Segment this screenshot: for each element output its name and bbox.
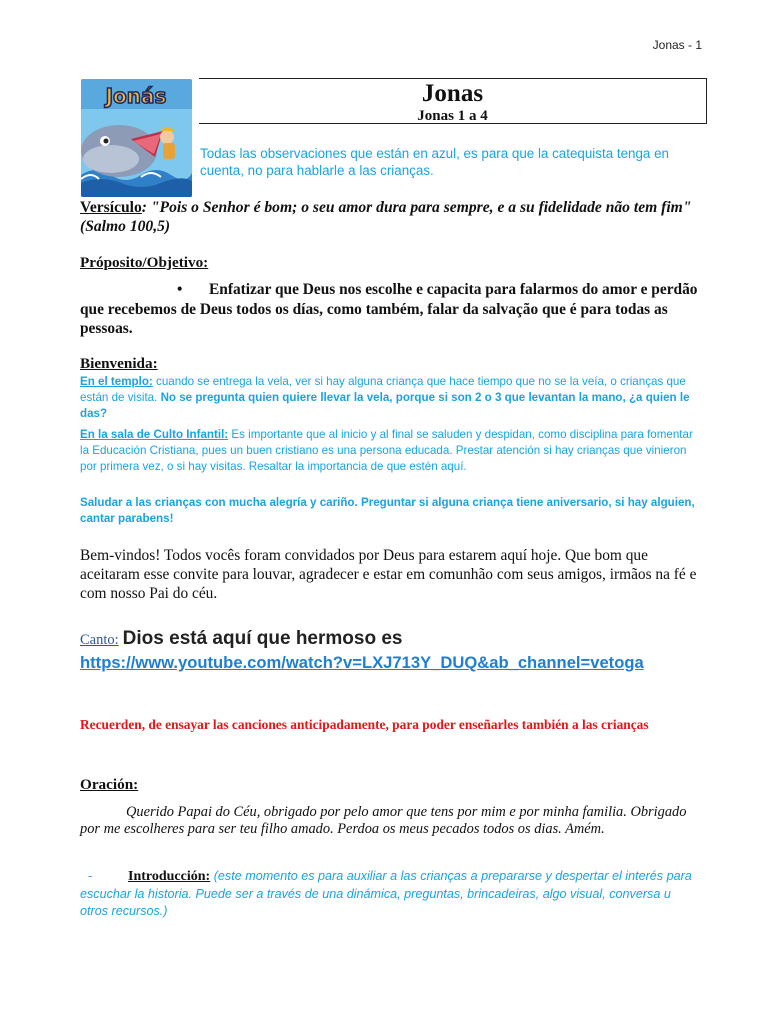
versiculo-text: : "Pois o Senhor é bom; o seu amor dura para sempre, e a su fidelidade não tem fim" (Salmo 100,5)	[80, 199, 692, 235]
song-title: Dios está aquí que hermoso es	[122, 628, 403, 649]
introduccion-paragraph	[80, 868, 700, 921]
page-header-label: Jonas - 1	[652, 38, 702, 52]
introduccion-label: Introducción:	[128, 869, 211, 884]
proposito-heading: Próposito/Objetivo:	[80, 254, 209, 271]
sala-text: Es importante que al inicio y al final se saluden y despidan, como disciplina para fomentar la Educación Cristiana, pues un buen cristiano es una persona educada. Prestar atención si hay crianças que vinieron por primera vez, o si hay visitas. Resaltar la importancia de que estén aquí.	[80, 428, 693, 473]
dash-bullet: -	[88, 869, 93, 883]
versiculo-paragraph	[80, 198, 700, 236]
title-box	[199, 78, 707, 124]
templo-text: cuando se entrega la vela, ver si hay alguna criança que hace tiempo que no se la veía, o crianças que están de visita.	[80, 375, 686, 404]
document-subtitle: Jonas 1 a 4	[417, 108, 488, 124]
templo-paragraph	[80, 374, 700, 421]
catechist-note: Todas las observaciones que están en azul, es para que la catequista tenga en cuenta, no para hablarle a las crianças.	[200, 146, 669, 178]
canto-section	[80, 628, 700, 673]
bullet-icon: •	[177, 281, 183, 298]
sala-label: En la sala de Culto Infantil:	[80, 428, 229, 441]
templo-label: En el templo:	[80, 375, 153, 388]
prayer-paragraph	[80, 804, 700, 838]
canto-label: Canto:	[80, 632, 119, 648]
sala-paragraph	[80, 427, 700, 474]
bienvenida-heading: Bienvenida:	[80, 355, 158, 372]
cover-illustration	[81, 79, 192, 197]
oracion-heading: Oración:	[80, 776, 139, 793]
versiculo-label: Versículo	[80, 199, 142, 216]
youtube-link[interactable]: https://www.youtube.com/watch?v=LXJ713Y_DUQ&ab_channel=vetoga	[80, 653, 644, 672]
bemvindos-paragraph: Bem-vindos! Todos vocês foram convidados por Deus para estarem aquí hoje. Que bom que aceitaram esse convite para louvar, agradecer e estar em comunhão com seus amigos, irmãos na fé e com nosso Pai do céu.	[80, 547, 697, 603]
templo-bold-text: No se pregunta quien quiere llevar la vela, porque si son 2 o 3 que levantan la mano, ¿a quien le das?	[80, 390, 690, 420]
objective-text: Enfatizar que Deus nos escolhe e capacita para falarmos do amor e perdão que recebemos de Deus todos os días, como também, falar da salvação que é para todas as pessoas.	[80, 281, 698, 337]
introduccion-text: (este momento es para auxiliar a las crianças a prepararse y despertar el interés para escuchar la historia. Puede ser a través de una dinámica, preguntas, brincadeiras, algo visual, conversa u otros recursos.)	[80, 869, 692, 918]
saludar-paragraph: Saludar a las crianças con mucha alegría y cariño. Preguntar si alguna criança tiene aniversario, si hay alguien, cantar parabens!	[80, 496, 695, 525]
document-title: Jonas	[421, 80, 484, 107]
recuerden-note: Recuerden, de ensayar las canciones anticipadamente, para poder enseñarles también a las crianças	[80, 717, 649, 732]
cover-title-text: Jonás	[105, 84, 167, 108]
prayer-text: Querido Papai do Céu, obrigado por pelo amor que tens por mim e por minha familia. Obrigado por me escolheres para ser teu filho amado. Perdoa os meus pecados todos os dias. Amém.	[80, 804, 687, 837]
objective-paragraph	[80, 280, 700, 339]
